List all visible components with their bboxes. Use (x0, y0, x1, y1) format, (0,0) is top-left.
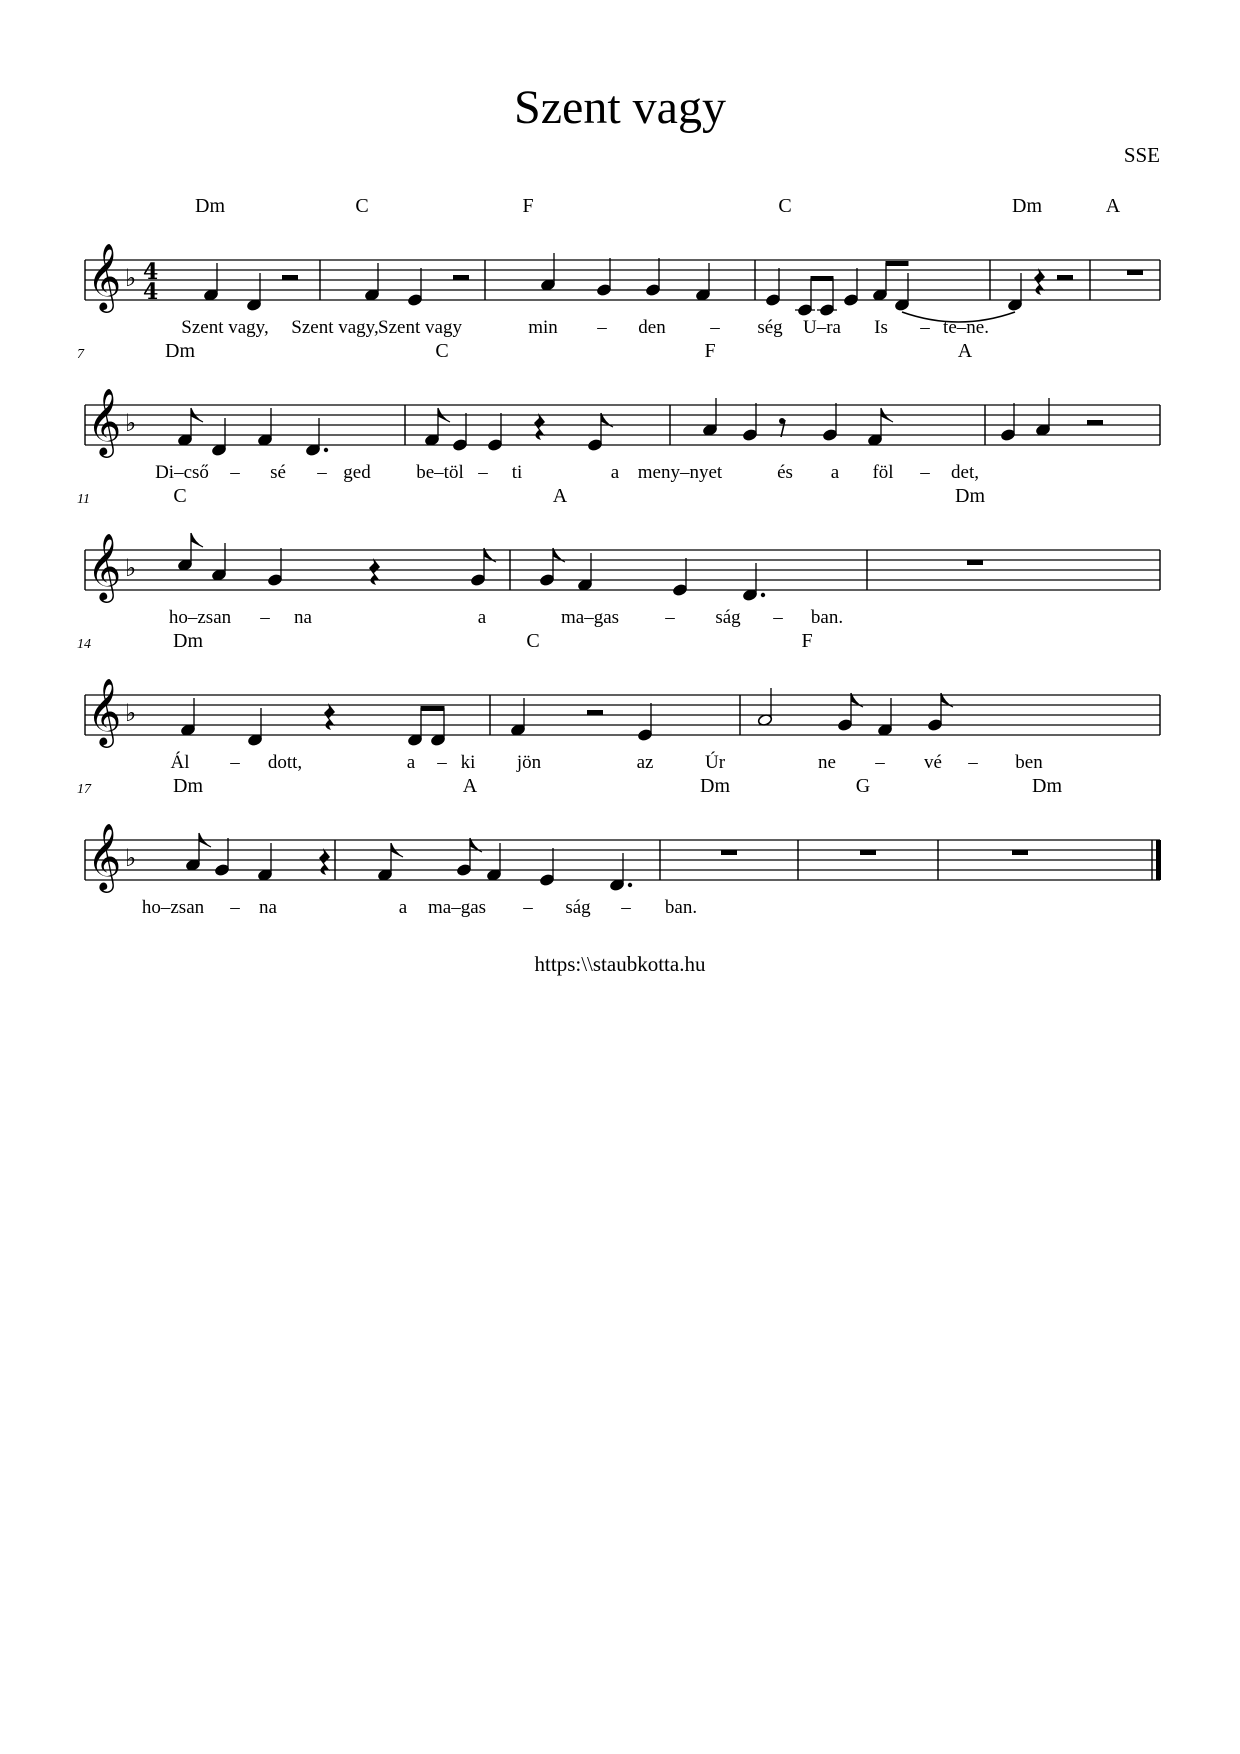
lyric-syllable: a (398, 897, 408, 918)
note (424, 408, 450, 447)
note (177, 533, 203, 572)
flat-key-signature-icon: ♭ (125, 699, 137, 727)
beam (811, 276, 834, 281)
note (843, 268, 858, 307)
measure-number: 11 (77, 492, 90, 507)
note (822, 403, 837, 442)
flat-key-signature-icon: ♭ (125, 554, 137, 582)
lyric-syllable: ki (460, 752, 476, 773)
chord-symbol: Dm (1032, 775, 1062, 797)
note (430, 708, 445, 747)
rest (1087, 420, 1103, 425)
lyric-syllable: sé (270, 462, 286, 483)
lyric-syllable: – (437, 752, 447, 773)
note (817, 278, 837, 317)
final-barline (1156, 840, 1161, 880)
lyric-syllable: Is (874, 317, 888, 338)
note (211, 543, 226, 582)
chord-symbol: F (522, 195, 534, 217)
rest (534, 413, 545, 440)
lyric-syllable: – (230, 897, 240, 918)
chord-symbol: C (526, 630, 540, 652)
lyric-syllable: Úr (704, 752, 726, 773)
note (305, 418, 328, 457)
lyric-syllable: ho–zsan (168, 607, 232, 628)
note (587, 413, 613, 452)
note (702, 398, 717, 437)
lyric-syllable: föl (872, 462, 894, 483)
lyric-syllable: – (710, 317, 720, 338)
note (577, 553, 592, 592)
chord-symbol: G (855, 775, 871, 797)
note (757, 688, 772, 727)
lyric-syllable: vé (924, 752, 942, 773)
lyric-syllable: ma–gas (427, 897, 487, 918)
note (487, 413, 502, 452)
lyric-syllable: az (636, 752, 654, 773)
chord-symbol: A (552, 485, 568, 507)
lyric-syllable: – (230, 462, 240, 483)
lyric-syllable: – (665, 607, 675, 628)
lyric-syllable: ság (715, 607, 741, 628)
beam (421, 706, 445, 711)
lyric-syllable: det, (951, 462, 979, 483)
lyric-syllable: a (830, 462, 840, 483)
beam (886, 261, 909, 266)
lyric-syllable: – (773, 607, 783, 628)
note (246, 273, 261, 312)
rest (1012, 850, 1028, 855)
lyric-syllable: a (610, 462, 620, 483)
rest (369, 558, 380, 585)
treble-clef-icon: 𝄞 (87, 242, 122, 310)
lyric-syllable: ma–gas (560, 607, 620, 628)
lyric-syllable: min (528, 317, 558, 338)
note (867, 408, 893, 447)
lyric-syllable: – (523, 897, 533, 918)
lyric-syllable: ho–zsan (141, 897, 205, 918)
treble-clef-icon: 𝄞 (87, 532, 122, 600)
lyric-syllable: na (294, 607, 312, 628)
flat-key-signature-icon: ♭ (125, 409, 137, 437)
note (837, 693, 863, 732)
staff-svg (85, 350, 1165, 480)
note (637, 703, 652, 742)
treble-clef-icon: 𝄞 (87, 822, 122, 890)
rest (967, 560, 983, 565)
staff-system (77, 775, 1165, 935)
note (203, 263, 218, 302)
note (765, 268, 780, 307)
note (470, 548, 496, 587)
chord-symbol: A (1105, 195, 1121, 217)
note (211, 418, 226, 457)
lyric-syllable: ben (1015, 752, 1043, 773)
note (257, 843, 272, 882)
note (214, 838, 229, 877)
lyric-syllable: jön (516, 752, 542, 773)
note (177, 408, 203, 447)
note (185, 833, 211, 872)
note (695, 263, 710, 302)
lyric-syllable: ne (818, 752, 836, 773)
lyric-syllable: meny–nyet (637, 462, 723, 483)
note (894, 273, 909, 312)
rest (587, 710, 603, 715)
lyric-syllable: na (259, 897, 277, 918)
note (645, 258, 660, 297)
lyric-syllable: – (260, 607, 270, 628)
note (539, 548, 565, 587)
chord-symbol: Dm (173, 630, 203, 652)
composer-credit: SSE (1123, 143, 1160, 167)
note (596, 258, 611, 297)
rest (282, 275, 298, 280)
note (456, 838, 482, 877)
lyric-syllable: – (478, 462, 488, 483)
rest (860, 850, 876, 855)
lyric-syllable: Ál (170, 752, 190, 773)
lyric-syllable: Szent vagy, (181, 317, 269, 338)
chord-symbol: A (462, 775, 478, 797)
chord-symbol: C (355, 195, 369, 217)
staff-svg (85, 205, 1165, 335)
lyric-syllable: den (638, 317, 666, 338)
rest (324, 703, 335, 730)
lyric-syllable: – (968, 752, 978, 773)
note (672, 558, 687, 597)
note (452, 413, 467, 452)
lyric-syllable: Di–cső (155, 462, 209, 483)
chord-symbol: Dm (700, 775, 730, 797)
note (364, 263, 379, 302)
note (486, 843, 501, 882)
rest (453, 275, 469, 280)
note (927, 693, 953, 732)
lyric-syllable: – (317, 462, 327, 483)
measure-number: 14 (77, 637, 91, 652)
rest (779, 418, 785, 437)
note (1007, 273, 1022, 312)
lyric-syllable: U–ra (803, 317, 841, 338)
chord-symbol: C (435, 340, 449, 362)
note (1000, 403, 1015, 442)
flat-key-signature-icon: ♭ (125, 844, 137, 872)
note (609, 853, 632, 892)
lyric-syllable: ség (757, 317, 783, 338)
rest (1127, 270, 1143, 275)
lyric-syllable: Szent vagy, (291, 317, 379, 338)
lyric-syllable: – (621, 897, 631, 918)
chord-symbol: F (801, 630, 813, 652)
chord-symbol: Dm (1012, 195, 1042, 217)
lyric-syllable: – (920, 317, 930, 338)
chord-symbol: A (957, 340, 973, 362)
chord-symbol: Dm (173, 775, 203, 797)
note (407, 268, 422, 307)
lyric-syllable: ti (511, 462, 523, 483)
note (540, 253, 555, 292)
note (872, 263, 887, 302)
chord-symbol: Dm (165, 340, 195, 362)
note (377, 843, 403, 882)
lyric-syllable: – (920, 462, 930, 483)
lyric-syllable: ban. (810, 607, 844, 628)
treble-clef-icon: 𝄞 (87, 677, 122, 745)
lyric-syllable: – (230, 752, 240, 773)
lyric-syllable: Szent vagy (378, 317, 462, 338)
flat-key-signature-icon: ♭ (125, 264, 137, 292)
footer-url: https:\\staubkotta.hu (534, 952, 706, 976)
lyric-syllable: – (597, 317, 607, 338)
lyric-syllable: és (777, 462, 793, 483)
lyric-syllable: ged (343, 462, 371, 483)
measure-number: 17 (77, 782, 91, 797)
rest (1034, 268, 1045, 295)
chord-symbol: C (173, 485, 187, 507)
note (510, 698, 525, 737)
lyric-syllable: be–töl (416, 462, 464, 483)
lyric-syllable: a (406, 752, 416, 773)
lyric-syllable: – (875, 752, 885, 773)
staff-svg (85, 785, 1165, 915)
time-signature: 4 (143, 279, 159, 305)
note (742, 563, 765, 602)
lyric-syllable: a (477, 607, 487, 628)
note (795, 278, 815, 317)
note (407, 708, 422, 747)
lyric-syllable: ban. (664, 897, 698, 918)
time-signature: 4 (143, 259, 159, 285)
rest (721, 850, 737, 855)
rest (1057, 275, 1073, 280)
chord-symbol: F (704, 340, 716, 362)
lyric-syllable: te–ne. (943, 317, 989, 338)
note (1035, 398, 1050, 437)
song-title: Szent vagy (514, 81, 726, 134)
chord-symbol: Dm (195, 195, 225, 217)
note (267, 548, 282, 587)
note (257, 408, 272, 447)
note (539, 848, 554, 887)
rest (319, 848, 330, 875)
treble-clef-icon: 𝄞 (87, 387, 122, 455)
chord-symbol: Dm (955, 485, 985, 507)
staff-svg (85, 640, 1165, 770)
note (877, 698, 892, 737)
staff-svg (85, 495, 1165, 625)
note (742, 403, 757, 442)
note (247, 708, 262, 747)
chord-symbol: C (778, 195, 792, 217)
staff-system (85, 195, 1165, 355)
lyric-syllable: dott, (267, 752, 303, 773)
note (180, 698, 195, 737)
measure-number: 7 (77, 347, 84, 362)
lyric-syllable: ság (565, 897, 591, 918)
